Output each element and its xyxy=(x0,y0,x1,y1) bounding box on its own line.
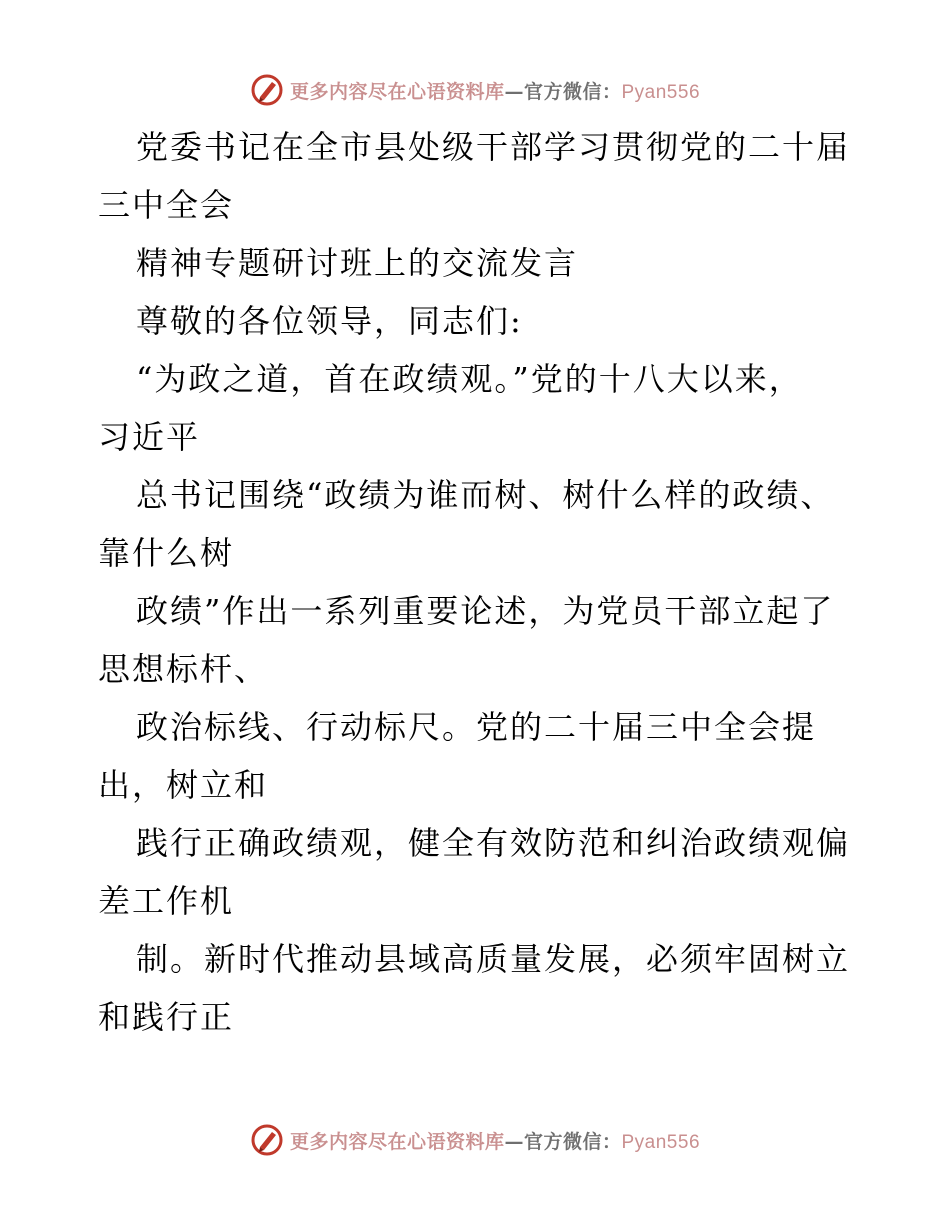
text-line: 差工作机 xyxy=(98,882,235,920)
text-line: 和践行正 xyxy=(98,998,235,1036)
text-line: 政治标线、行动标尺。党的二十届三中全会提 xyxy=(136,708,817,746)
text-line: 党委书记在全市县处级干部学习贯彻党的二十届 xyxy=(136,128,851,166)
watermark-text xyxy=(290,77,700,104)
text-line: 政绩”作出一系列重要论述，为党员干部立起了 xyxy=(136,592,835,630)
watermark-text xyxy=(290,1127,700,1154)
text-line: 总书记围绕“政绩为谁而树、树什么样的政绩、 xyxy=(136,476,835,514)
watermark-wechat-id: Pyan556 xyxy=(621,81,701,103)
pen-logo-icon xyxy=(250,73,284,107)
text-line: 思想标杆、 xyxy=(98,650,269,688)
text-line: 践行正确政绩观，健全有效防范和纠治政绩观偏 xyxy=(136,824,851,862)
text-line: 制。新时代推动县域高质量发展，必须牢固树立 xyxy=(136,940,851,978)
watermark-wechat-id: Pyan556 xyxy=(621,1131,701,1153)
pen-logo-icon xyxy=(250,1123,284,1157)
text-line: 出，树立和 xyxy=(98,766,269,804)
text-line: 精神专题研讨班上的交流发言 xyxy=(136,244,579,282)
watermark-wechat-label: —官方微信： xyxy=(504,1130,622,1153)
watermark-main-text: 更多内容尽在心语资料库 xyxy=(289,80,505,103)
header-watermark xyxy=(0,70,950,110)
text-line: “为政之道，首在政绩观。”党的十八大以来， xyxy=(136,360,803,398)
watermark-main-text: 更多内容尽在心语资料库 xyxy=(289,1130,505,1153)
text-line: 靠什么树 xyxy=(98,534,235,572)
watermark-wechat-label: —官方微信： xyxy=(504,80,622,103)
text-line: 尊敬的各位领导，同志们: xyxy=(136,302,523,340)
document-body xyxy=(98,118,858,1046)
text-line: 习近平 xyxy=(98,418,201,456)
text-line: 三中全会 xyxy=(98,186,235,224)
footer-watermark xyxy=(0,1120,950,1160)
